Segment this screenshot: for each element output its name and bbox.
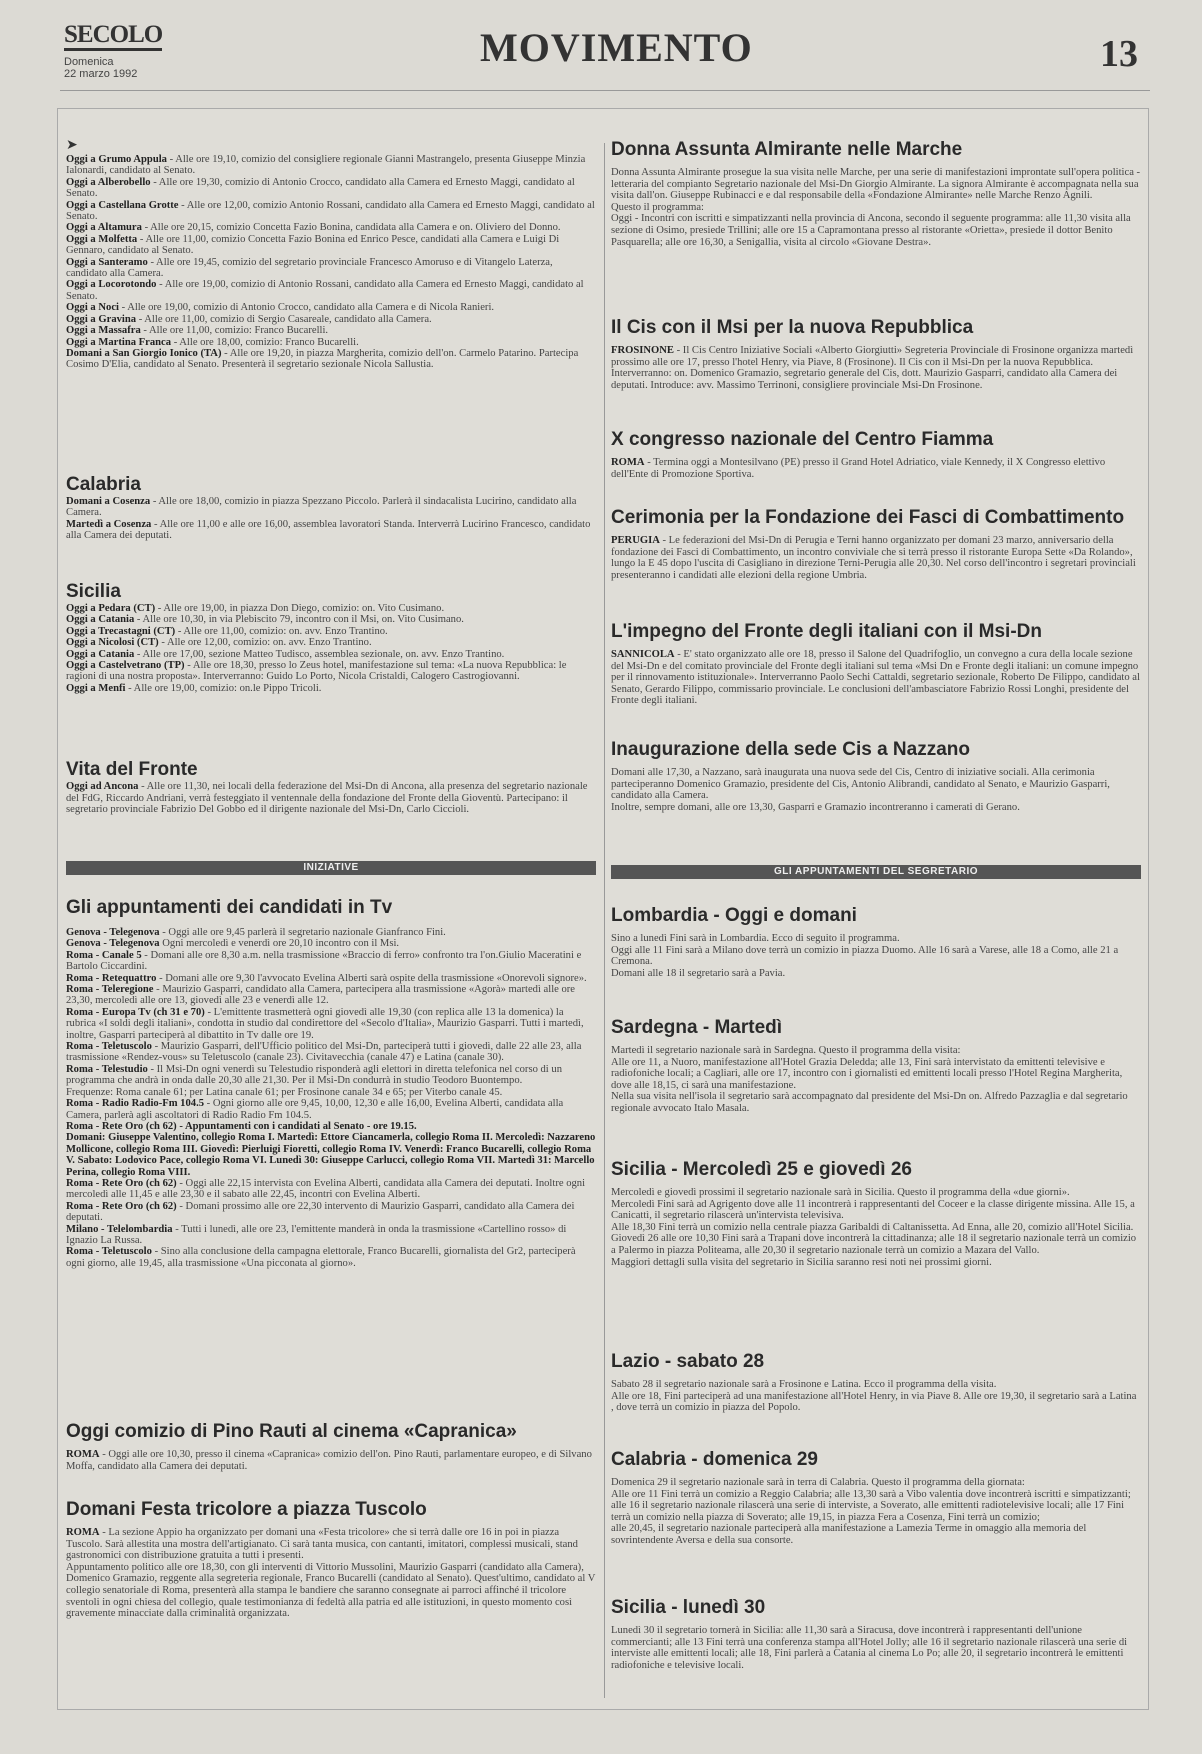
sicilia-item-text: - Alle ore 19,00, comizio: on.le Pippo Tricoli. (125, 682, 322, 694)
sicilia-item-lead: Oggi a Catania (66, 614, 135, 626)
tv-item-text: - Domani prossimo alle ore 22,30 intervento di Maurizio Gasparri, candidato alla Camera dei deputati. (66, 1200, 575, 1224)
tv-item-text: - Domani alle ore 8,30 a.m. nella trasmissione «Braccio di ferro» confronto tra l'on.Giulio Maceratini e Bartolo Ciccardini. (66, 949, 582, 973)
sicilia-item (66, 637, 596, 648)
rauti-block (66, 1421, 596, 1472)
dateline-date: 22 marzo 1992 (64, 68, 138, 80)
puglia-item (66, 154, 596, 177)
puglia-item-text: - Alle ore 18,00, comizio: Franco Bucarelli. (171, 336, 359, 348)
fronte-body: - E' stato organizzato alle ore 18, presso il Salone del Quadrifoglio, un convegno a cura della locale sezione del Msi-Dn e del comitato provinciale del Fronte degli italiani sul tema «Msi Dn e Fronte degli italiani: un comune impegno per il rinnovamento istituzionale». Interverranno Paolo Sechi Cattaldi, segretario sezionale, Roberto De Filippo, candidato al Senato, Gerardo Filippo, commissario provinciale. Le conclusioni dell'ambasciatore Fabrizio Rossi Longhi, presidente del Fronte degli italiani. (611, 649, 1140, 707)
sicilia-item-text: - Alle ore 19,00, in piazza Don Diego, comizio: on. Vito Cusimano. (155, 603, 445, 614)
fiamma-lead: ROMA (611, 457, 645, 468)
sicilia-list (66, 603, 596, 694)
tv-heading: Gli appuntamenti dei candidati in Tv (66, 897, 393, 918)
sicilia-segretario-block (611, 1159, 1141, 1268)
festa-lead: ROMA (66, 1527, 100, 1538)
calabria-segretario-text-2: Alle ore 11 Fini terrà un comizio a Reggio Calabria; alle 13,30 sarà a Vibo valentia dove incontrerà iscritti e simpatizzanti; alle 16 il segretario nazionale rilascerà una serie di interviste, a Soverato, alle emittenti radiotelevisive locali; alle 17 Fini terrà un comizio nella piazza di Soverato; alle 19,15, in piazza Fera a Cosenza, Fini terrà un comizio; (611, 1488, 1131, 1523)
calabria-segretario-heading: Calabria - domenica 29 (611, 1449, 818, 1470)
sicilia30-text: Lunedì 30 il segretario tornerà in Sicilia: alle 11,30 sarà a Siracusa, dove incontrerà i rappresentanti dell'unione commercianti; alle 13 Fini terrà una conferenza stampa all'Hotel Jolly; alle 16 il segretario nazionale rilascerà una serie di interviste alle emittenti locali; alle 18, Fini parlerà a Catania al cinema Lo Po; alle 20, il segretario incontrerà le emittenti radiofoniche e televisive locali. (611, 1625, 1128, 1671)
sicilia-item-lead: Oggi a Pedara (CT) (66, 603, 156, 614)
puglia-item (66, 200, 596, 223)
sicilia-item (66, 649, 596, 660)
tv-item-text: - Sino alla conclusione della campagna elettorale, Franco Bucarelli, giornalista del Gr2, parteciperà ogni giorno, alle 19,45, alla trasmissione «Una picconata al giorno». (66, 1246, 576, 1269)
sicilia-segretario-text-4: Giovedì 26 alle ore 10,30 Fini sarà a Trapani dove incontrerà la cittadinanza; alle 18 il segretario nazionale terrà un comizio a Palermo in piazza Politeama, alle 20,30 il segretario nazionale terrà un comizio a Mazara del Vallo. (611, 1233, 1137, 1256)
tv-list (66, 927, 596, 1269)
sicilia-segretario-text-3: Alle 18,30 Fini terrà un comizio nella centrale piazza Garibaldi di Caltanissetta. Ad Enna, alle 20, comizio all'Hotel Sicilia. (611, 1221, 1134, 1233)
puglia-item (66, 348, 596, 371)
sicilia-item (66, 614, 596, 625)
tv-item-text: - Il Msi-Dn ogni venerdì su Telestudio risponderà agli elettori in diretta telefonica nel corso di un programma che andrà in onda dalle 20,30 alle 21,30. Per il Msi-Dn condurrà in studio Teodoro Buontempo. (66, 1063, 562, 1087)
calabria-item-text: - Alle ore 18,00, comizio in piazza Spezzano Piccolo. Parlerà il sindacalista Lucirino, candidato alla Camera. (66, 496, 577, 519)
calabria-segretario-text-3: alle 20,45, il segretario nazionale parteciperà alla manifestazione a Lamezia Terme in omaggio alla memoria del sovrintendente Aversa e della sua consorte. (611, 1523, 1087, 1546)
column-divider (604, 143, 605, 1698)
vita-lead: Oggi ad Ancona (66, 781, 139, 792)
sicilia-item-lead: Oggi a Menfi (66, 682, 126, 694)
lombardia-text: Sino a lunedì Fini sarà in Lombardia. Ecco di seguito il programma. (611, 933, 900, 944)
tv-item-text: - Maurizio Gasparri, dell'Ufficio politico del Msi-Dn, parteciperà tutti i giovedì, dalle 22 alle 23, alla trasmissione «Rendez-vous» su Teletuscolo (canale 23). Civitavecchia (canale 47) e Latina (canale 30). (66, 1041, 582, 1064)
tv-item-text: - Ogni giorno alle ore 9,45, 10,00, 12,30 e alle 16,00, Evelina Alberti, candidata alla Camera, parlerà agli ascoltatori di Radio Radio Fm 104.5. (66, 1098, 564, 1121)
tv-item (66, 1178, 596, 1201)
calabria-block (66, 474, 596, 542)
tv-item (66, 1224, 596, 1247)
content-frame (57, 108, 1149, 1710)
sicilia-item (66, 603, 596, 614)
puglia-item-lead: Oggi a Santeramo (66, 256, 148, 268)
almirante-text: Donna Assunta Almirante prosegue la sua visita nelle Marche, per una serie di manifestazioni improntate sull'opera politica - letteraria del compianto Segretario nazionale del Msi-Dn Giorgio Almirante. La signora Almirante è accompagnata nella sua visita dall'on. Giuseppe Rubinacci e e dal responsabile della «Fondazione Almirante» nelle Marche Renzo Agnili. (611, 167, 1141, 202)
tv-item (66, 1041, 596, 1064)
puglia-item (66, 177, 596, 200)
nazzano-text: Domani alle 17,30, a Nazzano, sarà inaugurata una nuova sede del Cis, Centro di iniziative sociali. Alla cerimonia parteciperanno Domenico Gramazio, presidente del Cis, Antonio Alibrandi, candidato al Senato, e Maurizio Gasparri, candidato alla Camera. (611, 767, 1110, 802)
puglia-item (66, 257, 596, 280)
tv-item (66, 938, 596, 949)
sicilia-item (66, 660, 596, 683)
sardegna-heading: Sardegna - Martedì (611, 1017, 783, 1038)
fiamma-text (611, 457, 1141, 480)
festa-heading: Domani Festa tricolore a piazza Tuscolo (66, 1499, 427, 1520)
tv-item-lead: Milano - Telelombardia (66, 1223, 173, 1235)
rauti-text (66, 1449, 596, 1472)
sicilia-block (66, 581, 596, 694)
tv-item (66, 1246, 596, 1269)
calabria-segretario-block (611, 1449, 1141, 1547)
puglia-item-text: - Alle ore 11,00, comizio di Sergio Casareale, candidato alla Camera. (136, 313, 432, 325)
fasci-text (611, 535, 1141, 581)
vita-block (66, 759, 596, 816)
tv-item (66, 1121, 596, 1132)
tv-item (66, 1007, 596, 1041)
festa-text-2: Appuntamento politico alle ore 18,30, con gli interventi di Vittorio Mussolini, Maurizio Gasparri (candidato alla Camera), Domenico Gramazio, reggente alla segreteria regionale, Franco Bucarelli (candidato al Senato). Quest'ultimo, candidato al V collegio senatoriale di Roma, presenterà alla stampa le bandiere che saranno consegnate ai parroci affinché il tricolore sventoli in ogni chiesa del collegio, quale testimonianza di fedeltà alla patria ed alle istituzioni, in questo momento così gravemente minacciate dalla criminalità organizzata. (66, 1561, 596, 1620)
tv-item (66, 927, 596, 938)
tv-item-text: - Oggi alle ore 9,45 parlerà il segretario nazionale Gianfranco Fini. (159, 927, 446, 938)
tv-item-lead: Roma - Retequattro (66, 972, 157, 984)
sicilia-item-lead: Oggi a Castelvetrano (TP) (66, 660, 185, 672)
almirante-block (611, 139, 1141, 248)
tv-item-lead: Genova - Telegenova (66, 927, 160, 938)
puglia-item-lead: Oggi a Alberobello (66, 176, 151, 188)
lombardia-block (611, 905, 1141, 979)
lazio-text-2: Alle ore 18, Fini parteciperà ad una manifestazione all'Hotel Henry, in via Piave 8. Alle ore 19,30, il segretario sarà a Latina , dove terrà un comizio in piazza del Popolo. (611, 1390, 1137, 1414)
tv-item (66, 984, 596, 1007)
sicilia-item-text: - Alle ore 10,30, in via Plebiscito 79, incontro con il Msi, on. Vito Cusimano. (134, 614, 464, 626)
puglia-item-lead: Oggi a Locorotondo (66, 279, 157, 291)
puglia-item-text: - Alle ore 19,00, comizio di Antonio Rossani, candidato alla Camera ed Ernesto Maggi, candidato al Senato. (66, 279, 584, 302)
vita-text (66, 781, 596, 816)
tv-item-lead: Roma - Teleregione (66, 984, 154, 996)
fasci-body: - Le federazioni del Msi-Dn di Perugia e Terni hanno organizzato per domani 23 marzo, anniversario della fondazione dei Fasci di Combattimento, un incontro conviviale che si terrà presso il ristorante Europa Sette «Da Rolando», lungo la E 45 dopo l'uscita di Casigliano in direzione Terni-Perugia alle 20,30. Nel corso dell'incontro i segretari provinciali presenteranno i candidati alle elezioni della regione Umbria. (611, 535, 1136, 581)
sicilia-segretario-text: Mercoledì e giovedì prossimi il segretario nazionale sarà in Sicilia. Questo il programma della «due giorni». (611, 1187, 1070, 1198)
sicilia30-heading: Sicilia - lunedì 30 (611, 1597, 766, 1618)
puglia-item-text: - Alle ore 11,00, comizio: Franco Bucarelli. (140, 325, 329, 337)
nazzano-block (611, 739, 1141, 813)
rauti-lead: ROMA (66, 1449, 100, 1460)
sardegna-text: Martedì il segretario nazionale sarà in Sardegna. Questo il programma della visita: (611, 1045, 961, 1056)
sicilia-item (66, 626, 596, 637)
puglia-item (66, 325, 596, 336)
puglia-item-text: - Alle ore 19,10, comizio del consigliere regionale Gianni Mastrangelo, presenta Giuseppe Minzia Ialonardi, candidato al Senato. (66, 154, 586, 177)
calabria-item (66, 519, 596, 542)
puglia-item-text: - Alle ore 11,00, comizio Concetta Fazio Bonina ed Enrico Pesce, candidati alla Camera e Luigi Di Gennaro, candidato al Senato. (66, 233, 560, 257)
tv-item (66, 1098, 596, 1121)
sicilia-item (66, 683, 596, 694)
tv-item (66, 1064, 596, 1087)
puglia-item-lead: Oggi a Castellana Grotte (66, 199, 179, 211)
tv-item-lead: Roma - Teletuscolo (66, 1041, 152, 1053)
tv-item-text: - L'emittente trasmetterà ogni giovedì alle 19,30 (con replica alle 13 la domenica) la rubrica «I soldi degli italiani», condotta in studio dal condirettore del «Secolo d'Italia», Maurizio Gasparri. Tutti i martedì, inoltre, Gasparri parteciperà al dibattito in Tv dalle ore 19. (66, 1006, 584, 1041)
festa-block (66, 1499, 596, 1620)
tv-item-text: - Maurizio Gasparri, candidato alla Camera, partecipera alla trasmissione «Agorà» martedì alle ore 23,30, mercoledì alle ore 13, giovedì alle 23 e venerdì alle 12. (66, 984, 576, 1007)
fronte-heading: L'impegno del Fronte degli italiani con il Msi-Dn (611, 621, 1042, 642)
vita-heading: Vita del Fronte (66, 759, 198, 780)
puglia-item-lead: Oggi a Martina Franca (66, 336, 172, 348)
sardegna-block (611, 1017, 1141, 1115)
lazio-text: Sabato 28 il segretario nazionale sarà a Frosinone e Latina. Ecco il programma della visita. (611, 1379, 997, 1390)
almirante-text-3: Oggi - Incontri con iscritti e simpatizzanti nella provincia di Ancona, secondo il seguente programma: alle 11,30 visita alla sezione di Osimo, presiede Trillini; alle ore 15 a Capramontana presso al ristorante «Orietta», presiede il dottor Benito Pasquarella; alle ore 16,30, a Senigallia, visita al circolo «Giovane Destra». (611, 213, 1131, 248)
puglia-item-lead: Oggi a Altamura (66, 222, 142, 234)
dateline-day: Domenica (64, 56, 114, 68)
sicilia-item-text: - Alle ore 12,00, comizio: on. avv. Enzo Trantino. (158, 637, 372, 649)
lombardia-text-3: Domani alle 18 il segretario sarà a Pavia. (611, 967, 786, 979)
lombardia-heading: Lombardia - Oggi e domani (611, 905, 857, 926)
tv-item-lead: Roma - Radio Radio-Fm 104.5 (66, 1098, 205, 1110)
tv-item (66, 973, 596, 984)
puglia-item-text: - Alle ore 19,45, comizio del segretario provinciale Francesco Amoruso e di Vitangelo Laterza, candidato alla Camera. (66, 256, 553, 280)
cis-heading: Il Cis con il Msi per la nuova Repubblica (611, 317, 974, 338)
tv-item (66, 1201, 596, 1224)
almirante-heading: Donna Assunta Almirante nelle Marche (611, 139, 963, 160)
sardegna-text-3: Nella sua visita nell'isola il segretario sarà accompagnato dal presidente del Msi-Dn on. Alfredo Pazzaglia e dal segretario regionale avvocato Italo Masala. (611, 1091, 1128, 1114)
puglia-item-text: - Alle ore 12,00, comizio Antonio Rossani, candidato alla Camera ed Ernesto Maggi, candidato al Senato. (66, 199, 595, 223)
calabria-item-lead: Domani a Cosenza (66, 496, 151, 507)
tv-item-lead: Genova - Telegenova (66, 938, 160, 950)
puglia-item-text: - Alle ore 20,15, comizio Concetta Fazio Bonina, candidata alla Camera e on. Oliviero del Donno. (141, 222, 561, 234)
puglia-item (66, 279, 596, 302)
calabria-list (66, 496, 596, 542)
sardegna-text-2: Alle ore 11, a Nuoro, manifestazione all'Hotel Grazia Deledda; alle 13, Fini sarà intervistato da emittenti televisive e radiofoniche locali; a Cagliari, alle ore 17, incontro con i giornalisti ed emittenti locali presso l'Hotel Regina Margherita, dove alle 18,15, ci sarà una manifestazione. (611, 1056, 1123, 1091)
vita-body: - Alle ore 11,30, nei locali della federazione del Msi-Dn di Ancona, alla presenza del segretario nazionale del FdG, Riccardo Andriani, verrà festeggiato il ventennale della fondazione del Fronte della Gioventù. Partecipano: il segretario provinciale Fabrizio Del Gobbo ed il dirigente nazionale del Msi-Dn, Carlo Ciccioli. (66, 781, 588, 816)
tv-item-text: - Tutti i lunedì, alle ore 23, l'emittente manderà in onda la trasmissione «Cartellino rosso» di Ignazio La Russa. (66, 1223, 567, 1246)
puglia-item (66, 314, 596, 325)
cis-block (611, 317, 1141, 391)
calabria-heading: Calabria (66, 474, 141, 495)
nazzano-text-2: Inoltre, sempre domani, alle ore 13,30, Gasparri e Gramazio incontreranno i camerati di Gerano. (611, 801, 1020, 813)
tv-item-lead: Roma - Rete Oro (ch 62) (66, 1177, 177, 1189)
puglia-item-text: - Alle ore 19,20, in piazza Margherita, comizio dell'on. Carmelo Patarino. Partecipa Cosimo D'Elia, candidato al Senato. Presenterà il segretario sezionale Nicola Sallustia. (66, 347, 579, 371)
puglia-item-lead: Oggi a Molfetta (66, 233, 138, 245)
tv-item-lead: Roma - Canale 5 (66, 949, 142, 961)
newspaper-logo: SECOLO (64, 22, 162, 51)
calabria-segretario-text: Domenica 29 il segretario nazionale sarà in terra di Calabria. Questo il programma della giornata: (611, 1477, 1025, 1488)
sicilia-heading: Sicilia (66, 581, 121, 602)
puglia-block (66, 137, 596, 371)
puglia-item (66, 234, 596, 257)
tv-item-lead: Roma - Teletuscolo (66, 1246, 152, 1258)
festa-body: - La sezione Appio ha organizzato per domani una «Festa tricolore» che si terrà dalle ore 16 in poi in piazza Tuscolo. Sarà allestita una mostra dell'artigianato. Ci sarà tanta musica, con cantanti, imitatori, complessi musicali, stand gastronomici con distribuzione gratuita a tutti i presenti. (66, 1527, 578, 1562)
puglia-item-text: - Alle ore 19,30, comizio di Antonio Crocco, candidato alla Camera ed Ernesto Maggi, candidato al Senato. (66, 176, 575, 200)
tv-item-text: Frequenze: Roma canale 61; per Latina canale 61; per Frosinone canale 34 e 65; per Viterbo canale 45. (66, 1086, 503, 1098)
tv-item-lead: Domani: Giuseppe Valentino, collegio Roma I. Martedì: Ettore Ciancamerla, collegio Roma II. Mercoledì: Nazzareno Mollicone, collegio Roma III. Giovedì: Pierluigi Fioretti, collegio Roma IV. Venerdì: Franco Bucarelli, collegio Roma V. Sabato: Lodovico Pace, collegio Roma VI. Lunedì 30: Giuseppe Carlucci, collegio Roma VII. Martedì 31: Marcello Perina, collegio Roma VIII. (66, 1132, 596, 1178)
tv-item-text: Ogni mercoledì e venerdì ore 20,10 incontro con il Msi. (159, 938, 400, 950)
sicilia-segretario-text-2: Mercoledì Fini sarà ad Agrigento dove alle 11 incontrerà i rappresentanti del Coceer e la classe dirigente missina. Alle 15, a Canicattì, il segretario rilascerà un'intervista televisiva. (611, 1198, 1135, 1222)
lazio-block (611, 1351, 1141, 1414)
fronte-lead: SANNICOLA (611, 649, 675, 660)
fronte-block (611, 621, 1141, 707)
iniziative-bar: INIZIATIVE (66, 861, 596, 875)
sicilia-segretario-heading: Sicilia - Mercoledì 25 e giovedì 26 (611, 1159, 912, 1180)
cis-body: - Il Cis Centro Iniziative Sociali «Alberto Giorgiutti» Segreteria Provinciale di Frosinone organizza martedì prossimo alle ore 17, presso l'hotel Henry, via Piave, 8 (Frosinone). Il Cis con il Msi-Dn per la nuova Repubblica. Interverranno: on. Domenico Gramazio, segretario generale del Cis, dott. Maurizio Gasparri, candidato alla Camera dei deputati. Introduce: avv. Massimo Terrinoni, consigliere provinciale Msi-Dn Frosinone. (611, 345, 1134, 391)
puglia-item-lead: Oggi a Massafra (66, 325, 141, 337)
fiamma-block (611, 429, 1141, 480)
calabria-item-lead: Martedì a Cosenza (66, 518, 152, 530)
sicilia-item-lead: Oggi a Catania (66, 648, 135, 660)
puglia-list (66, 154, 596, 371)
puglia-item-lead: Oggi a Grumo Appula (66, 154, 167, 165)
festa-text (66, 1527, 596, 1562)
sicilia-item-text: - Alle ore 11,00, comizio: on. avv. Enzo Trantino. (175, 625, 388, 637)
lazio-heading: Lazio - sabato 28 (611, 1351, 765, 1372)
puglia-item-lead: Oggi a Noci (66, 302, 119, 314)
calabria-item (66, 496, 596, 519)
tv-item-lead: Roma - Rete Oro (ch 62) - Appuntamenti con i candidati al Senato - ore 19.15. (66, 1120, 417, 1132)
puglia-item (66, 337, 596, 348)
page-number: 13 (1100, 33, 1138, 75)
puglia-item (66, 222, 596, 233)
tv-item (66, 1132, 596, 1178)
arrow-icon: ➤ (66, 138, 78, 153)
masthead (60, 20, 1150, 91)
tv-item-lead: Roma - Rete Oro (ch 62) (66, 1200, 177, 1212)
calabria-item-text: - Alle ore 11,00 e alle ore 16,00, assemblea lavoratori Standa. Interverrà Lucirino Francesco, candidato alla Camera dei deputati. (66, 518, 591, 542)
cis-lead: FROSINONE (611, 345, 674, 356)
cis-text (611, 345, 1141, 391)
puglia-item-lead: Oggi a Gravina (66, 313, 137, 325)
fiamma-heading: X congresso nazionale del Centro Fiamma (611, 429, 994, 450)
sicilia30-block (611, 1597, 1141, 1671)
sicilia-item-lead: Oggi a Trecastagni (CT) (66, 625, 176, 637)
sicilia-item-text: - Alle ore 18,30, presso lo Zeus hotel, manifestazione sul tema: «La nuova Repubblica: le ragioni di una nostra proposta». Interverranno: Guido Lo Porto, Nicola Cristaldi, Calogero Castrogiovanni. (66, 660, 567, 683)
nazzano-heading: Inaugurazione della sede Cis a Nazzano (611, 739, 970, 760)
tv-item-text: - Oggi alle 22,15 intervista con Evelina Alberti, candidata alla Camera dei deputati. Inoltre ogni mercoledì alle 11,45 e alle 23,30 e il sabato alle 22,45, incontri con Evelina Alberti. (66, 1177, 586, 1201)
puglia-item (66, 302, 596, 313)
rauti-body: - Oggi alle ore 10,30, presso il cinema «Capranica» comizio dell'on. Pino Rauti, parlamentare europeo, e di Silvano Moffa, candidato alla Camera dei deputati. (66, 1449, 592, 1472)
tv-item-lead: Roma - Telestudio (66, 1063, 148, 1075)
tv-block (66, 897, 596, 1269)
tv-item (66, 950, 596, 973)
sicilia-item-text: - Alle ore 17,00, sezione Matteo Tudisco, assemblea sezionale, on. avv. Enzo Trantino. (134, 648, 505, 660)
segretario-bar: GLI APPUNTAMENTI DEL SEGRETARIO (611, 865, 1141, 879)
fronte-text (611, 649, 1141, 707)
tv-item (66, 1087, 596, 1098)
section-title: MOVIMENTO (480, 25, 753, 70)
puglia-item-lead: Domani a San Giorgio Ionico (TA) (66, 347, 222, 359)
tv-item-text: - Domani alle ore 9,30 l'avvocato Evelina Alberti sarà ospite della trasmissione «Onorevoli signore». (156, 972, 587, 984)
almirante-text-2: Questo il programma: (611, 201, 704, 213)
puglia-item-text: - Alle ore 19,00, comizio di Antonio Crocco, candidato alla Camera e di Nicola Ranieri. (118, 302, 495, 314)
dateline (64, 56, 137, 80)
tv-item-lead: Roma - Europa Tv (ch 31 e 70) (66, 1006, 205, 1018)
rauti-heading: Oggi comizio di Pino Rauti al cinema «Capranica» (66, 1421, 517, 1442)
sicilia-segretario-text-5: Maggiori dettagli sulla visita del segretario in Sicilia saranno resi noti nei prossimi giorni. (611, 1256, 992, 1268)
fasci-lead: PERUGIA (611, 535, 660, 546)
fiamma-body: - Termina oggi a Montesilvano (PE) presso il Grand Hotel Adriatico, viale Kennedy, il X Congresso elettivo dell'Ente di Promozione Sportiva. (611, 457, 1106, 480)
sicilia-item-lead: Oggi a Nicolosi (CT) (66, 637, 159, 649)
fasci-heading: Cerimonia per la Fondazione dei Fasci di Combattimento (611, 507, 1125, 528)
fasci-block (611, 507, 1141, 581)
lombardia-text-2: Oggi alle 11 Fini sarà a Milano dove terrà un comizio in piazza Duomo. Alle 16 sarà a Varese, alle 18 a Como, alle 21 a Cremona. (611, 944, 1119, 968)
